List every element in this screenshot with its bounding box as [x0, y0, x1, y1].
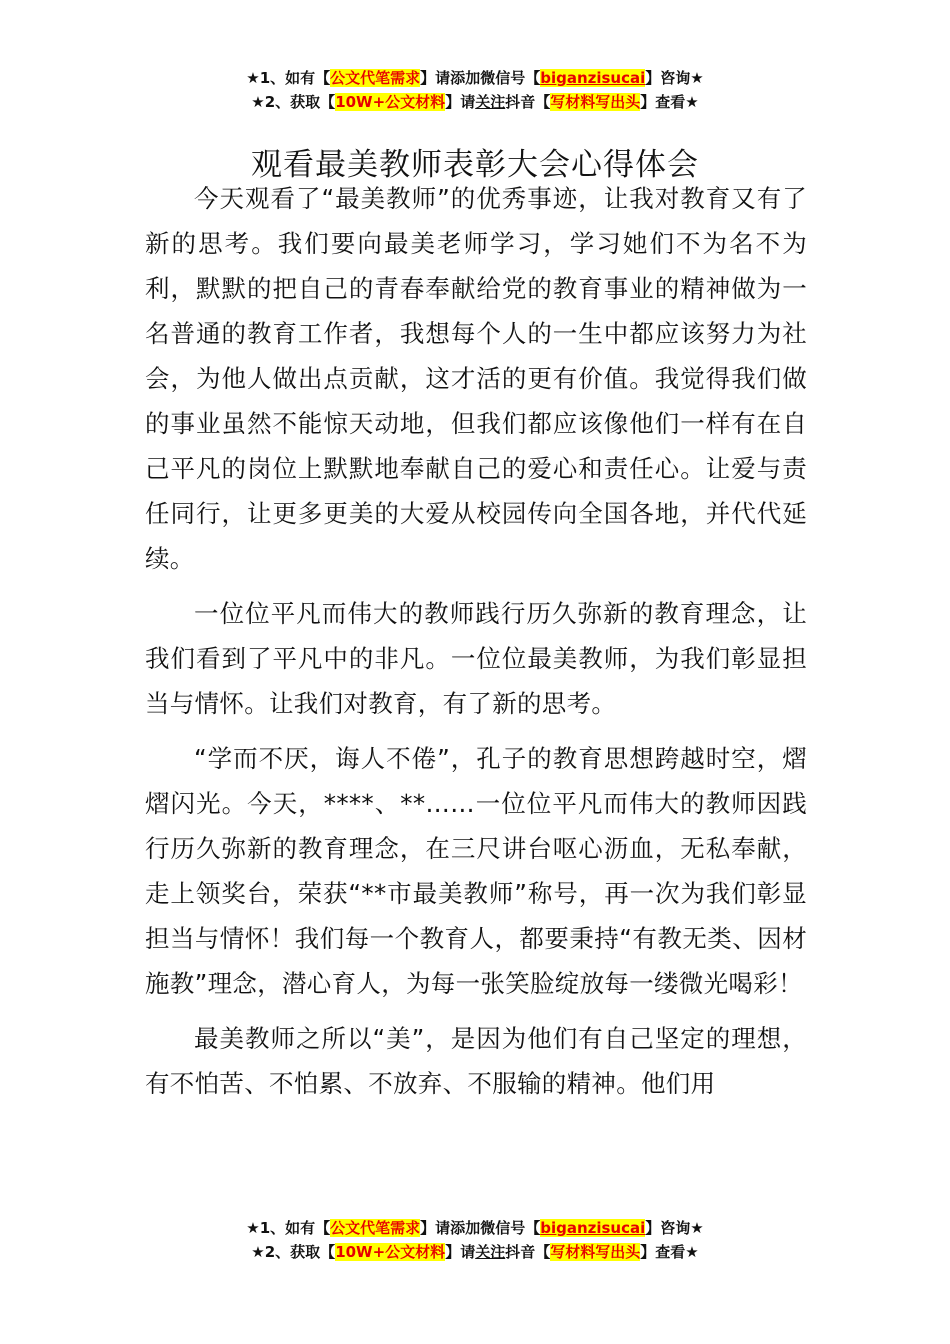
wechat-id-link[interactable]: biganzisucai	[540, 1219, 646, 1237]
promo-line-2: ★2、获取【10W+公文材料】请关注抖音【写材料写出头】查看★	[251, 93, 699, 111]
paragraph: 一位位平凡而伟大的教师践行历久弥新的教育理念，让我们看到了平凡中的非凡。一位位最美教师，为我们彰显担当与情怀。让我们对教育，有了新的思考。	[145, 599, 807, 718]
promo-highlight: 10W+公文材料	[335, 1243, 446, 1261]
promo-line-1: ★1、如有【公文代笔需求】请添加微信号【biganzisucai】咨询★	[246, 69, 704, 87]
paragraph: “学而不厌，诲人不倦”，孔子的教育思想跨越时空，熠熠闪光。今天，****、**……一位位平凡而伟大的教师因践行历久弥新的教育理念，在三尺讲台呕心沥血，无私奉献，走上领奖台，荣获“**市最美教师”称号，再一次为我们彰显担当与情怀！我们每一个教育人，都要秉持“有教无类、因材施教”理念，潜心育人，为每一张笑脸绽放每一缕微光喝彩！	[145, 744, 807, 998]
paragraph: 今天观看了“最美教师”的优秀事迹，让我对教育又有了新的思考。我们要向最美老师学习，学习她们不为名不为利，默默的把自己的青春奉献给党的教育事业的精神做为一名普通的教育工作者，我想每个人的一生中都应该努力为社会，为他人做出点贡献，这才活的更有价值。我觉得我们做的事业虽然不能惊天动地，但我们都应该像他们一样有在自己平凡的岗位上默默地奉献自己的爱心和责任心。让爱与责任同行，让更多更美的大爱从校园传向全国各地，并代代延续。	[145, 184, 807, 573]
footer-promo	[0, 1216, 950, 1264]
document-body	[145, 176, 807, 1106]
promo-highlight: 公文代笔需求	[330, 1219, 421, 1237]
paragraph: 最美教师之所以“美”，是因为他们有自己坚定的理想，有不怕苦、不怕累、不放弃、不服输的精神。他们用	[145, 1024, 807, 1098]
document-title: 观看最美教师表彰大会心得体会	[251, 146, 699, 183]
douyin-account-highlight: 写材料写出头	[550, 1243, 641, 1261]
promo-highlight: 公文代笔需求	[330, 69, 421, 87]
promo-line-1: ★1、如有【公文代笔需求】请添加微信号【biganzisucai】咨询★	[246, 1219, 704, 1237]
douyin-account-highlight: 写材料写出头	[550, 93, 641, 111]
header-promo	[0, 66, 950, 114]
promo-line-2: ★2、获取【10W+公文材料】请关注抖音【写材料写出头】查看★	[251, 1243, 699, 1261]
wechat-id-link[interactable]: biganzisucai	[540, 69, 646, 87]
promo-highlight: 10W+公文材料	[335, 93, 446, 111]
